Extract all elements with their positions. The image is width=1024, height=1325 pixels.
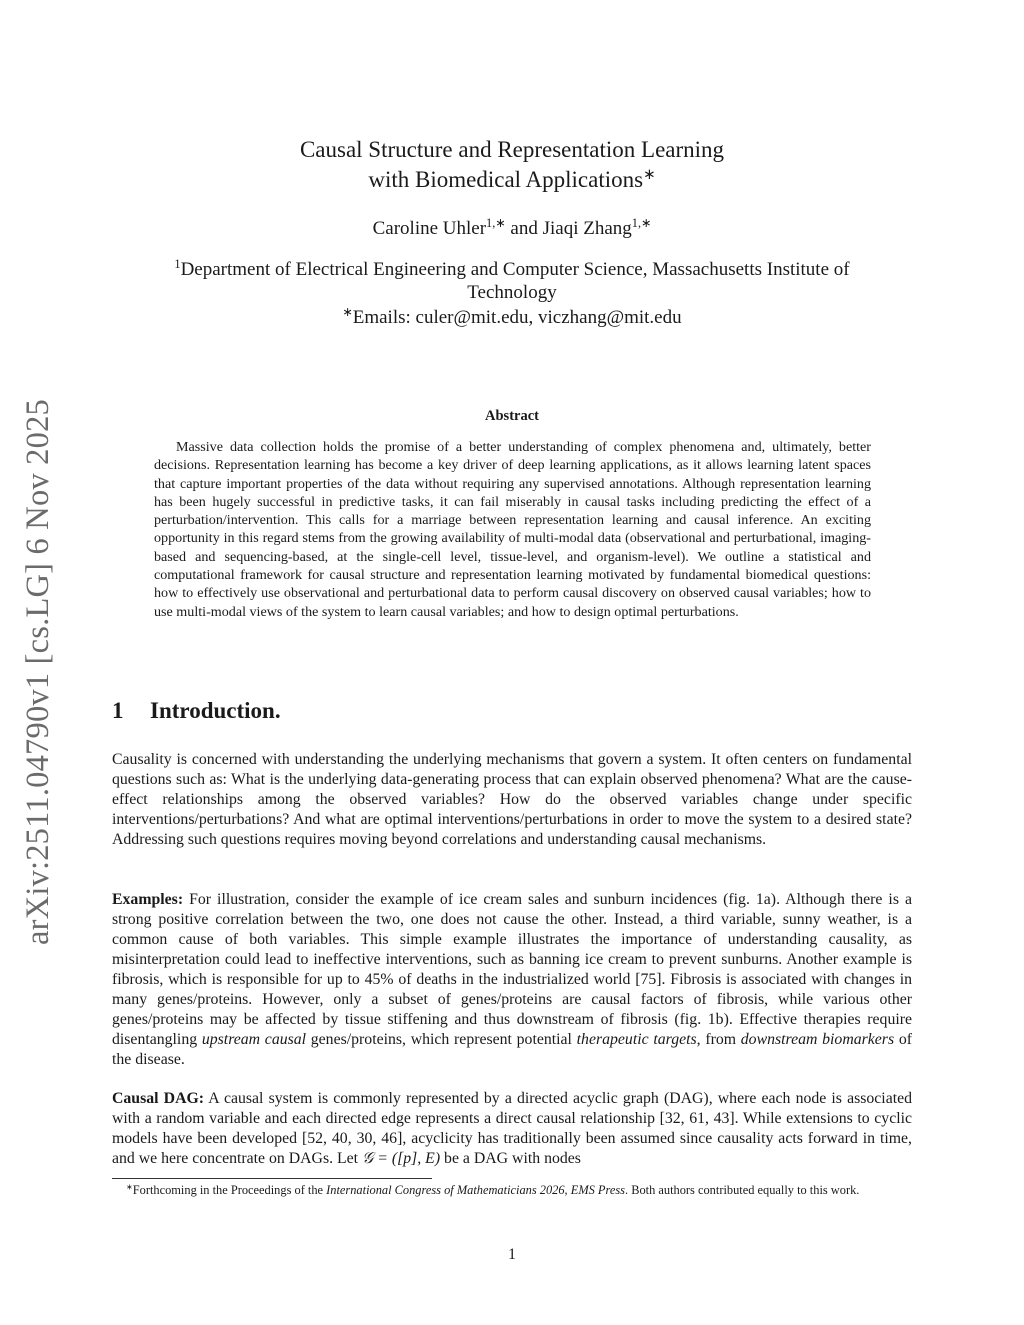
- footnote-divider: [112, 1178, 432, 1179]
- abstract-text: Massive data collection holds the promise of a better understanding of complex phenomena and, ultimately, better decisions. Representation learning has become a key driver of deep learning applications, as it allows learning latent spaces that capture important properties of the data without requiring any supervised annotations. Although representation learning has been hugely successful in predictive tasks, it can fail miserably in causal tasks including predicting the effect of a perturbation/intervention. This calls for a marriage between representation learning and causal inference. An exciting opportunity in this regard stems from the growing availability of multi-modal data (observational and perturbational, imaging-based and sequencing-based, at the single-cell level, tissue-level, and organism-level). We outline a statistical and computational framework for causal structure and representation learning motivated by fundamental biomedical questions: how to effectively use observational and perturbational data to perform causal discovery on observed causal variables; how to use multi-modal views of the system to learn causal variables; and how to design optimal perturbations.: [154, 439, 871, 620]
- arxiv-identifier-stamp: arXiv:2511.04790v1 [cs.LG] 6 Nov 2025: [20, 399, 56, 945]
- affiliation-line-2: Technology: [467, 282, 557, 303]
- author-name: Jiaqi Zhang: [542, 218, 632, 239]
- footnote-mark: ∗: [126, 1182, 133, 1192]
- affiliation-mark: 1: [174, 257, 181, 272]
- page-number: 1: [508, 1246, 516, 1263]
- emphasis-text: upstream causal: [201, 1031, 307, 1048]
- email-line: [100, 306, 924, 330]
- affiliation-line-1: [100, 258, 924, 282]
- paragraph-text: be a DAG with nodes: [440, 1150, 581, 1167]
- author-list: [100, 217, 924, 241]
- emphasis-text: downstream biomarkers: [740, 1031, 895, 1048]
- intro-paragraph-examples: [112, 890, 912, 1070]
- email-addresses: Emails: culer@mit.edu, viczhang@mit.edu: [352, 307, 682, 328]
- affiliation-text: Department of Electrical Engineering and Computer Science, Massachusetts Institute of: [180, 259, 850, 280]
- section-title: Introduction.: [150, 698, 281, 723]
- paragraph-text: A causal system is commonly represented by a directed acyclic graph (DAG), where each node is associated with a random variable and each directed edge represents a direct causal relationship [32, 61, 43]. While extensions to cyclic models have been developed [52, 40, 30, 46], acyclicity has traditionally been assumed since causality acts forward in time, and we here concentrate on DAGs. Let: [112, 1090, 913, 1167]
- author-affiliation-mark: 1,∗: [486, 216, 506, 231]
- paragraph-text: of the disease.: [112, 1031, 912, 1068]
- paper-title-line-1: Causal Structure and Representation Learning: [299, 137, 725, 162]
- email-mark: ∗: [342, 305, 353, 320]
- author-affiliation-mark: 1,∗: [631, 216, 652, 231]
- abstract-heading: Abstract: [485, 408, 539, 424]
- intro-paragraph-1: Causality is concerned with understanding the underlying mechanisms that govern a system. It often centers on fundamental questions such as: What is the underlying data-generating process that can explain observed phenomena? What are the cause-effect relationships among the observed variables? How do the observed variables change under specific interventions/perturbations? And what are optimal interventions/perturbations in order to move the system to a desired state? Addressing such questions requires moving beyond correlations and understanding causal mechanisms.: [112, 751, 912, 848]
- footnote-text: . Both authors contributed equally to this work.: [625, 1183, 860, 1197]
- paper-title-line-2-text: with Biomedical Applications: [368, 167, 644, 192]
- section-number: 1: [112, 698, 124, 723]
- section-heading: [112, 698, 281, 724]
- footnote-text: Forthcoming in the Proceedings of the: [132, 1183, 327, 1197]
- author-name: Caroline Uhler: [372, 218, 487, 239]
- paragraph-lead-causal-dag: Causal DAG:: [112, 1090, 205, 1107]
- title-footnote-mark: ∗: [643, 166, 656, 183]
- paragraph-text: , from: [696, 1031, 741, 1048]
- paragraph-lead-examples: Examples:: [112, 891, 184, 908]
- paragraph-text: genes/proteins, which represent potential: [306, 1031, 577, 1048]
- emphasis-text: therapeutic targets: [576, 1031, 697, 1048]
- author-conjunction: and: [505, 218, 543, 239]
- intro-paragraph-causal-dag: [112, 1089, 912, 1169]
- math-expression: 𝒢 = ([p], E): [362, 1150, 441, 1167]
- footnote-venue: International Congress of Mathematicians 2026, EMS Press: [326, 1183, 626, 1197]
- footnote: [112, 1182, 912, 1198]
- paper-title-line-2: [100, 165, 924, 195]
- paragraph-text: For illustration, consider the example of ice cream sales and sunburn incidences (fig. 1a). Although there is a strong positive correlation between the two, one does not cause the other. Instead, a third variable, sunny weather, is a common cause of both variables. This simple example illustrates the importance of understanding causality, as misinterpretation could lead to ineffective interventions, such as banning ice cream to prevent sunburns. Another example is fibrosis, which is responsible for up to 45% of deaths in the industrialized world [75]. Fibrosis is associated with changes in many genes/proteins. However, only a subset of genes/proteins are causal factors of fibrosis, while various other genes/proteins may be affected by tissue stiffening and thus downstream of fibrosis (fig. 1b). Effective therapies require disentangling: [112, 891, 912, 1048]
